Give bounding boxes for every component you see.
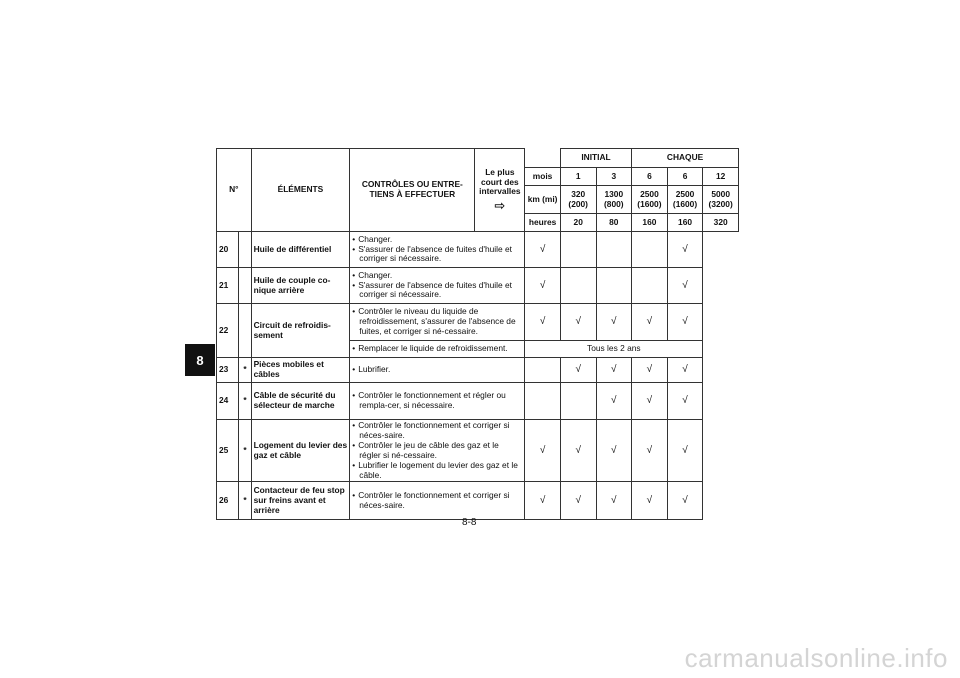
check-mark: √ [596,383,632,420]
empty-cell [596,232,632,268]
empty-cell [525,383,561,420]
check-mark: √ [596,420,632,482]
check-mark: √ [632,482,668,520]
maintenance-table [216,148,739,520]
table-row [217,304,739,341]
row-months-label: mois [525,168,561,186]
item-number: 26 [217,482,239,520]
star-marker [239,232,251,268]
action-item: • Contrôler le fonctionnement et régler ou rempla-cer, si nécessaire. [352,391,522,411]
km-value: 2500 (1600) [667,186,703,214]
months-value: 12 [703,168,739,186]
action-item: • Contrôler le jeu de câble des gaz et le régler si né-cessaire. [352,441,522,461]
item-name: Pièces mobiles et câbles [251,358,350,383]
action-item: • Remplacer le liquide de refroidissement. [352,344,522,354]
row-km-label: km (mi) [525,186,561,214]
action-item: • S'assurer de l'absence de fuites d'huile et corriger si nécessaire. [352,281,522,301]
empty-cell [560,383,596,420]
item-name: Circuit de refroidis-sement [251,304,350,358]
hours-value: 320 [703,214,739,232]
check-mark: √ [632,383,668,420]
action-item: • Lubrifier le logement du levier des gaz et le câble. [352,461,522,481]
action-item: • Changer. [352,235,522,245]
action-item: • S'assurer de l'absence de fuites d'huile et corriger si nécessaire. [352,245,522,265]
check-mark: √ [632,420,668,482]
hours-value: 160 [667,214,703,232]
empty-cell [525,358,561,383]
table-row [217,358,739,383]
check-mark: √ [560,358,596,383]
row-hours-label: heures [525,214,561,232]
header-every: CHAQUE [632,149,739,168]
table-row [217,420,739,482]
check-mark: √ [667,268,703,304]
header-initial: INITIAL [560,149,631,168]
check-mark: √ [667,420,703,482]
action-item: • Contrôler le fonctionnement et corriger si néces-saire. [352,421,522,441]
header-controls: CONTRÔLES OU ENTRE-TIENS À EFFECTUER [350,149,475,232]
empty-cell [560,268,596,304]
hours-value: 80 [596,214,632,232]
empty-cell [632,232,668,268]
action-item: • Contrôler le fonctionnement et corriger si néces-saire. [352,491,522,511]
check-mark: √ [560,304,596,341]
check-mark: √ [632,304,668,341]
header-no: N° [217,149,252,232]
star-marker [239,304,251,358]
check-mark: √ [525,482,561,520]
item-actions [350,383,525,420]
interval-note: Tous les 2 ans [525,341,703,358]
header-earliest [475,149,525,232]
check-mark: √ [525,268,561,304]
check-mark: √ [667,304,703,341]
check-mark: √ [525,232,561,268]
km-value: 320 (200) [560,186,596,214]
check-mark: √ [560,482,596,520]
months-value: 6 [667,168,703,186]
header-blank [525,149,561,168]
item-name: Câble de sécurité du sélecteur de marche [251,383,350,420]
item-number: 22 [217,304,239,358]
km-value: 2500 (1600) [632,186,668,214]
check-mark: √ [525,304,561,341]
item-number: 24 [217,383,239,420]
empty-cell [560,232,596,268]
check-mark: √ [596,358,632,383]
empty-cell [596,268,632,304]
table-row [217,232,739,268]
item-number: 23 [217,358,239,383]
chapter-tab: 8 [185,344,215,376]
km-value: 5000 (3200) [703,186,739,214]
check-mark: √ [525,420,561,482]
star-marker: * [239,420,251,482]
item-actions [350,341,525,358]
item-actions [350,420,525,482]
item-actions [350,358,525,383]
months-value: 3 [596,168,632,186]
table-row [217,482,739,520]
item-actions [350,232,525,268]
check-mark: √ [596,304,632,341]
star-marker [239,268,251,304]
action-item: • Changer. [352,271,522,281]
check-mark: √ [667,482,703,520]
star-marker: * [239,358,251,383]
header-earliest-label: Le plus court des intervalles [479,166,521,197]
item-name: Logement du levier des gaz et câble [251,420,350,482]
months-value: 1 [560,168,596,186]
item-name: Huile de couple co-nique arrière [251,268,350,304]
check-mark: √ [560,420,596,482]
watermark: carmanualsonline.info [684,643,948,673]
action-item: • Contrôler le niveau du liquide de refroidissement, s'assurer de l'absence de fuites, et corriger si né-cessaire. [352,307,522,337]
hollow-arrow-right-icon: ⇨ [494,198,506,214]
table-row [217,383,739,420]
star-marker: * [239,482,251,520]
action-item: • Lubrifier. [352,365,522,375]
page-number: 8-8 [462,517,477,528]
check-mark: √ [632,358,668,383]
item-number: 21 [217,268,239,304]
item-actions [350,304,525,341]
item-actions [350,268,525,304]
check-mark: √ [596,482,632,520]
check-mark: √ [667,232,703,268]
item-number: 20 [217,232,239,268]
table-row [217,268,739,304]
item-number: 25 [217,420,239,482]
item-name: Huile de différentiel [251,232,350,268]
km-value: 1300 (800) [596,186,632,214]
empty-cell [632,268,668,304]
check-mark: √ [667,383,703,420]
months-value: 6 [632,168,668,186]
check-mark: √ [667,358,703,383]
header-items: ÉLÉMENTS [251,149,350,232]
item-name: Contacteur de feu stop sur freins avant et arrière [251,482,350,520]
hours-value: 160 [632,214,668,232]
star-marker: * [239,383,251,420]
item-actions [350,482,525,520]
hours-value: 20 [560,214,596,232]
